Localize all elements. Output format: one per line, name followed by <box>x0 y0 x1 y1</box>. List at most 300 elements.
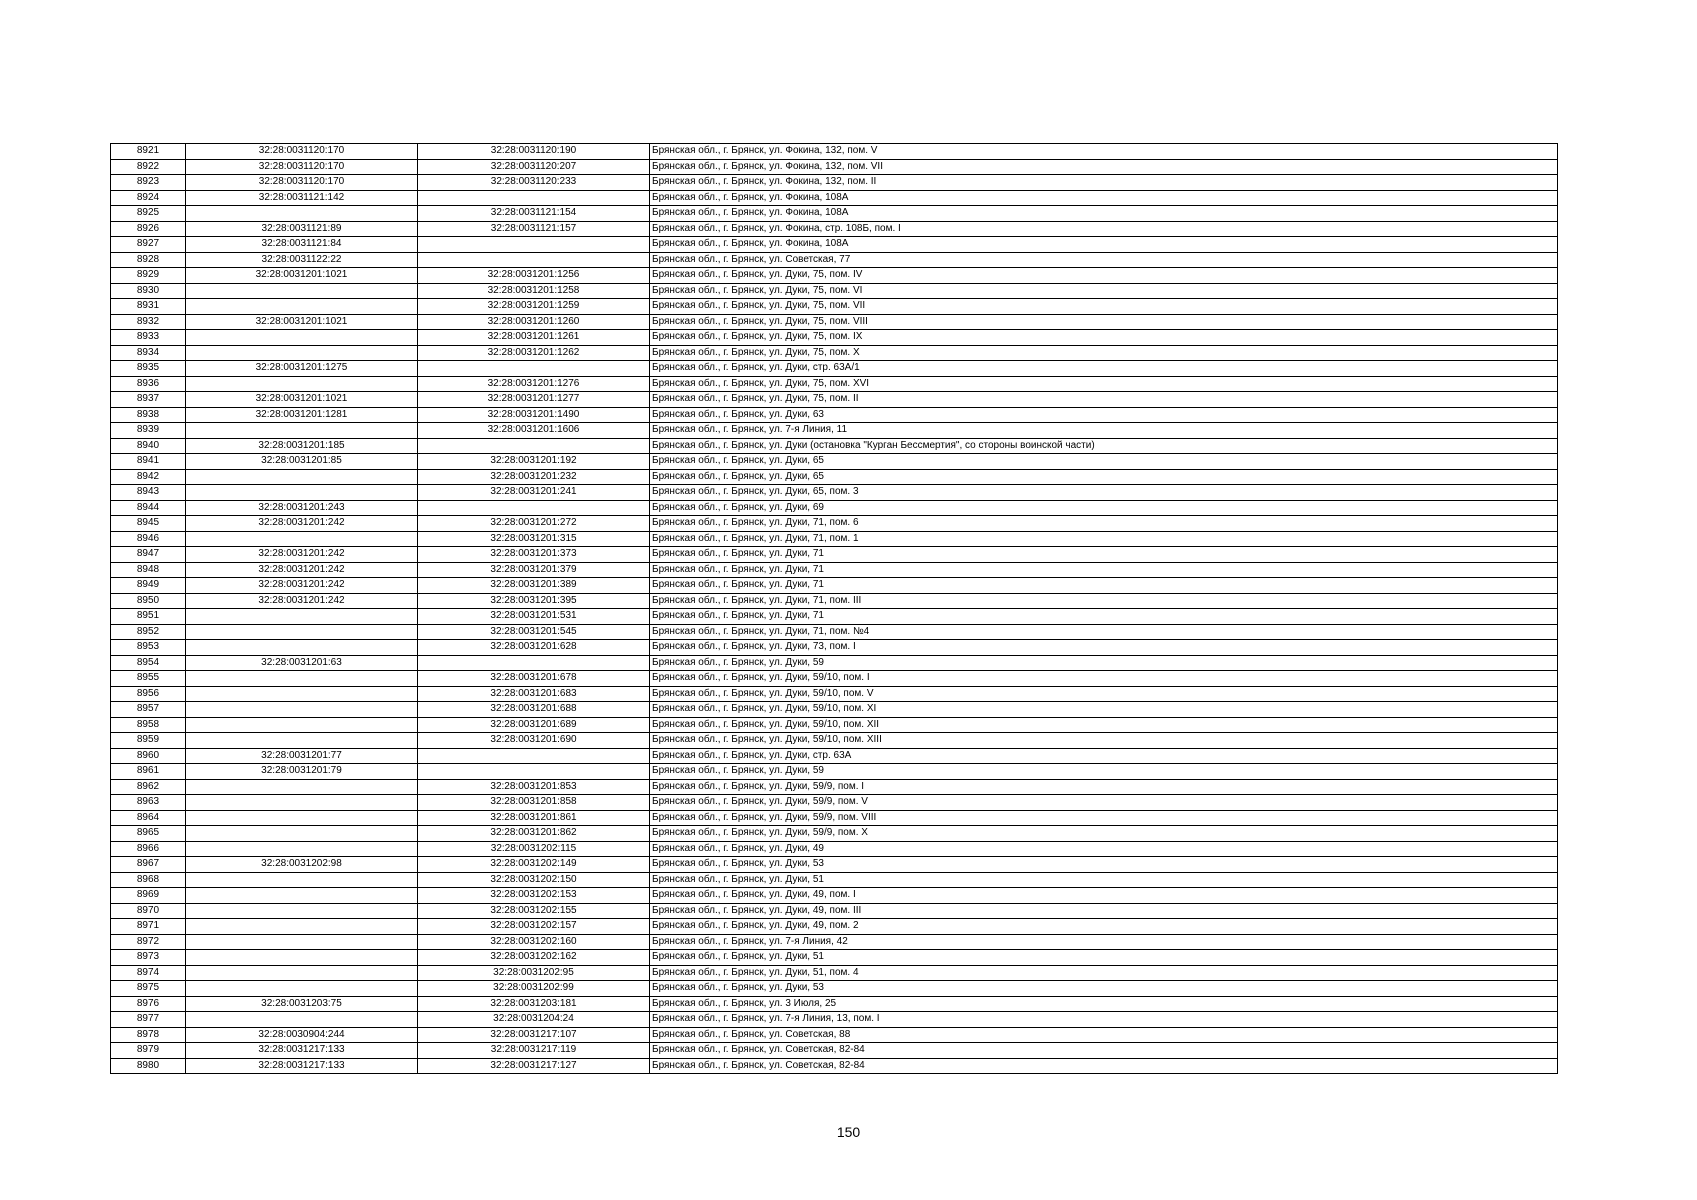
parent-cadastral-number-cell <box>186 981 418 997</box>
row-number-cell: 8968 <box>111 872 186 888</box>
row-number-cell: 8921 <box>111 144 186 160</box>
table-row <box>111 330 1558 346</box>
row-number-cell: 8960 <box>111 748 186 764</box>
table-row <box>111 268 1558 284</box>
cadastral-number-cell: 32:28:0031201:1256 <box>418 268 650 284</box>
address-cell: Брянская обл., г. Брянск, ул. Дуки, 75, пом. X <box>650 345 1558 361</box>
parent-cadastral-number-cell <box>186 934 418 950</box>
cadastral-number-cell <box>418 764 650 780</box>
parent-cadastral-number-cell <box>186 950 418 966</box>
cadastral-number-cell: 32:28:0031217:119 <box>418 1043 650 1059</box>
address-cell: Брянская обл., г. Брянск, ул. Дуки, 71 <box>650 562 1558 578</box>
cadastral-number-cell: 32:28:0031120:233 <box>418 175 650 191</box>
row-number-cell: 8963 <box>111 795 186 811</box>
table-row <box>111 857 1558 873</box>
cadastral-number-cell: 32:28:0031202:162 <box>418 950 650 966</box>
table-row <box>111 299 1558 315</box>
cadastral-number-cell: 32:28:0031201:395 <box>418 593 650 609</box>
table-row <box>111 516 1558 532</box>
table-row <box>111 361 1558 377</box>
address-cell: Брянская обл., г. Брянск, ул. Дуки, 75, пом. VII <box>650 299 1558 315</box>
parent-cadastral-number-cell: 32:28:0031201:79 <box>186 764 418 780</box>
parent-cadastral-number-cell: 32:28:0031201:77 <box>186 748 418 764</box>
address-cell: Брянская обл., г. Брянск, ул. Дуки, 53 <box>650 857 1558 873</box>
address-cell: Брянская обл., г. Брянск, ул. Советская, 82-84 <box>650 1058 1558 1074</box>
row-number-cell: 8961 <box>111 764 186 780</box>
cadastral-number-cell: 32:28:0031201:853 <box>418 779 650 795</box>
parent-cadastral-number-cell: 32:28:0031201:242 <box>186 562 418 578</box>
parent-cadastral-number-cell: 32:28:0031202:98 <box>186 857 418 873</box>
table-row <box>111 609 1558 625</box>
table-row <box>111 237 1558 253</box>
address-cell: Брянская обл., г. Брянск, ул. Дуки, 65 <box>650 469 1558 485</box>
cadastral-number-cell: 32:28:0031201:1490 <box>418 407 650 423</box>
table-row <box>111 826 1558 842</box>
table-row <box>111 841 1558 857</box>
address-cell: Брянская обл., г. Брянск, ул. Фокина, 108А <box>650 190 1558 206</box>
address-cell: Брянская обл., г. Брянск, ул. Дуки, 71, пом. III <box>650 593 1558 609</box>
row-number-cell: 8923 <box>111 175 186 191</box>
page-number: 150 <box>836 1124 861 1140</box>
parent-cadastral-number-cell <box>186 345 418 361</box>
cadastral-number-cell: 32:28:0031201:690 <box>418 733 650 749</box>
row-number-cell: 8959 <box>111 733 186 749</box>
table-row <box>111 562 1558 578</box>
cadastral-number-cell <box>418 237 650 253</box>
cadastral-number-cell: 32:28:0031201:272 <box>418 516 650 532</box>
row-number-cell: 8931 <box>111 299 186 315</box>
table-row <box>111 640 1558 656</box>
address-cell: Брянская обл., г. Брянск, ул. Фокина, 132, пом. V <box>650 144 1558 160</box>
parent-cadastral-number-cell: 32:28:0031201:243 <box>186 500 418 516</box>
table-row <box>111 438 1558 454</box>
row-number-cell: 8937 <box>111 392 186 408</box>
row-number-cell: 8978 <box>111 1027 186 1043</box>
parent-cadastral-number-cell <box>186 810 418 826</box>
table-row <box>111 485 1558 501</box>
row-number-cell: 8926 <box>111 221 186 237</box>
cadastral-number-cell: 32:28:0031202:160 <box>418 934 650 950</box>
row-number-cell: 8979 <box>111 1043 186 1059</box>
row-number-cell: 8949 <box>111 578 186 594</box>
cadastral-number-cell: 32:28:0031201:858 <box>418 795 650 811</box>
parent-cadastral-number-cell <box>186 965 418 981</box>
cadastral-number-cell <box>418 438 650 454</box>
address-cell: Брянская обл., г. Брянск, ул. Дуки, 59/9, пом. I <box>650 779 1558 795</box>
address-cell: Брянская обл., г. Брянск, ул. Дуки, 75, пом. VIII <box>650 314 1558 330</box>
address-cell: Брянская обл., г. Брянск, ул. Дуки, 49, пом. 2 <box>650 919 1558 935</box>
table-row <box>111 702 1558 718</box>
parent-cadastral-number-cell: 32:28:0031201:242 <box>186 516 418 532</box>
address-cell: Брянская обл., г. Брянск, ул. Дуки, 51 <box>650 872 1558 888</box>
address-cell: Брянская обл., г. Брянск, ул. Дуки, 71, пом. 6 <box>650 516 1558 532</box>
table-row <box>111 252 1558 268</box>
row-number-cell: 8966 <box>111 841 186 857</box>
parent-cadastral-number-cell: 32:28:0031121:142 <box>186 190 418 206</box>
table-row <box>111 1027 1558 1043</box>
table-row <box>111 764 1558 780</box>
table-row <box>111 547 1558 563</box>
cadastral-number-cell: 32:28:0031203:181 <box>418 996 650 1012</box>
row-number-cell: 8948 <box>111 562 186 578</box>
row-number-cell: 8973 <box>111 950 186 966</box>
address-cell: Брянская обл., г. Брянск, ул. Советская, 77 <box>650 252 1558 268</box>
parent-cadastral-number-cell <box>186 609 418 625</box>
cadastral-number-cell <box>418 500 650 516</box>
table-row <box>111 717 1558 733</box>
parent-cadastral-number-cell <box>186 624 418 640</box>
parent-cadastral-number-cell <box>186 376 418 392</box>
table-row <box>111 934 1558 950</box>
parent-cadastral-number-cell: 32:28:0031217:133 <box>186 1043 418 1059</box>
table-row <box>111 671 1558 687</box>
parent-cadastral-number-cell: 32:28:0031201:242 <box>186 547 418 563</box>
parent-cadastral-number-cell <box>186 469 418 485</box>
parent-cadastral-number-cell <box>186 826 418 842</box>
parent-cadastral-number-cell <box>186 283 418 299</box>
table-row <box>111 950 1558 966</box>
parent-cadastral-number-cell: 32:28:0031201:85 <box>186 454 418 470</box>
cadastral-number-cell: 32:28:0031201:862 <box>418 826 650 842</box>
parent-cadastral-number-cell <box>186 330 418 346</box>
address-cell: Брянская обл., г. Брянск, ул. Дуки, 75, пом. XVI <box>650 376 1558 392</box>
address-cell: Брянская обл., г. Брянск, ул. Дуки, 59 <box>650 655 1558 671</box>
table-row <box>111 221 1558 237</box>
address-cell: Брянская обл., г. Брянск, ул. Дуки, 75, пом. II <box>650 392 1558 408</box>
table-row <box>111 795 1558 811</box>
cadastral-number-cell: 32:28:0031217:127 <box>418 1058 650 1074</box>
cadastral-number-cell: 32:28:0031201:1606 <box>418 423 650 439</box>
parent-cadastral-number-cell <box>186 872 418 888</box>
parent-cadastral-number-cell: 32:28:0031120:170 <box>186 159 418 175</box>
address-cell: Брянская обл., г. Брянск, ул. Дуки, 73, пом. I <box>650 640 1558 656</box>
address-cell: Брянская обл., г. Брянск, ул. Дуки, 59/9, пом. VIII <box>650 810 1558 826</box>
cadastral-number-cell: 32:28:0031201:1262 <box>418 345 650 361</box>
cadastral-number-cell: 32:28:0031201:1258 <box>418 283 650 299</box>
cadastral-number-cell <box>418 655 650 671</box>
parent-cadastral-number-cell: 32:28:0031201:1275 <box>186 361 418 377</box>
parent-cadastral-number-cell: 32:28:0030904:244 <box>186 1027 418 1043</box>
cadastral-number-cell: 32:28:0031121:157 <box>418 221 650 237</box>
row-number-cell: 8933 <box>111 330 186 346</box>
row-number-cell: 8957 <box>111 702 186 718</box>
row-number-cell: 8951 <box>111 609 186 625</box>
table-row <box>111 981 1558 997</box>
table-row <box>111 1043 1558 1059</box>
address-cell: Брянская обл., г. Брянск, ул. Дуки, 65 <box>650 454 1558 470</box>
cadastral-number-cell: 32:28:0031201:1276 <box>418 376 650 392</box>
cadastral-number-cell: 32:28:0031202:95 <box>418 965 650 981</box>
parent-cadastral-number-cell <box>186 795 418 811</box>
row-number-cell: 8947 <box>111 547 186 563</box>
table-row <box>111 748 1558 764</box>
row-number-cell: 8946 <box>111 531 186 547</box>
parent-cadastral-number-cell: 32:28:0031201:1021 <box>186 392 418 408</box>
address-cell: Брянская обл., г. Брянск, ул. Дуки, 71 <box>650 547 1558 563</box>
address-cell: Брянская обл., г. Брянск, ул. Дуки, 49 <box>650 841 1558 857</box>
table-row <box>111 810 1558 826</box>
address-cell: Брянская обл., г. Брянск, ул. Дуки, стр. 63А <box>650 748 1558 764</box>
cadastral-number-cell: 32:28:0031201:192 <box>418 454 650 470</box>
address-cell: Брянская обл., г. Брянск, ул. Дуки, стр. 63А/1 <box>650 361 1558 377</box>
table-row <box>111 283 1558 299</box>
parent-cadastral-number-cell: 32:28:0031201:1021 <box>186 314 418 330</box>
row-number-cell: 8925 <box>111 206 186 222</box>
table-row <box>111 376 1558 392</box>
cadastral-number-cell <box>418 361 650 377</box>
cadastral-number-cell: 32:28:0031201:241 <box>418 485 650 501</box>
cadastral-number-cell: 32:28:0031202:153 <box>418 888 650 904</box>
table-row <box>111 624 1558 640</box>
cadastral-number-cell: 32:28:0031201:1259 <box>418 299 650 315</box>
parent-cadastral-number-cell <box>186 702 418 718</box>
address-cell: Брянская обл., г. Брянск, ул. Дуки, 51, пом. 4 <box>650 965 1558 981</box>
parent-cadastral-number-cell <box>186 299 418 315</box>
parent-cadastral-number-cell: 32:28:0031201:1021 <box>186 268 418 284</box>
row-number-cell: 8953 <box>111 640 186 656</box>
cadastral-number-cell: 32:28:0031202:150 <box>418 872 650 888</box>
parent-cadastral-number-cell <box>186 779 418 795</box>
table-row <box>111 919 1558 935</box>
cadastral-number-cell: 32:28:0031121:154 <box>418 206 650 222</box>
address-cell: Брянская обл., г. Брянск, ул. Дуки, 59 <box>650 764 1558 780</box>
row-number-cell: 8928 <box>111 252 186 268</box>
table-row <box>111 578 1558 594</box>
row-number-cell: 8944 <box>111 500 186 516</box>
table-row <box>111 1058 1558 1074</box>
address-cell: Брянская обл., г. Брянск, ул. Советская, 82-84 <box>650 1043 1558 1059</box>
address-cell: Брянская обл., г. Брянск, ул. Дуки, 71, пом. 1 <box>650 531 1558 547</box>
row-number-cell: 8930 <box>111 283 186 299</box>
table-row <box>111 314 1558 330</box>
cadastral-number-cell: 32:28:0031201:683 <box>418 686 650 702</box>
parent-cadastral-number-cell <box>186 531 418 547</box>
parent-cadastral-number-cell: 32:28:0031121:89 <box>186 221 418 237</box>
row-number-cell: 8962 <box>111 779 186 795</box>
cadastral-number-cell: 32:28:0031120:190 <box>418 144 650 160</box>
row-number-cell: 8958 <box>111 717 186 733</box>
parent-cadastral-number-cell: 32:28:0031201:63 <box>186 655 418 671</box>
parent-cadastral-number-cell <box>186 485 418 501</box>
address-cell: Брянская обл., г. Брянск, ул. Советская, 88 <box>650 1027 1558 1043</box>
parent-cadastral-number-cell <box>186 903 418 919</box>
row-number-cell: 8941 <box>111 454 186 470</box>
table-row <box>111 888 1558 904</box>
cadastral-number-cell: 32:28:0031201:232 <box>418 469 650 485</box>
row-number-cell: 8964 <box>111 810 186 826</box>
row-number-cell: 8975 <box>111 981 186 997</box>
cadastral-number-cell: 32:28:0031201:689 <box>418 717 650 733</box>
parent-cadastral-number-cell <box>186 1012 418 1028</box>
parent-cadastral-number-cell: 32:28:0031121:84 <box>186 237 418 253</box>
table-row <box>111 531 1558 547</box>
cadastral-number-cell: 32:28:0031202:99 <box>418 981 650 997</box>
address-cell: Брянская обл., г. Брянск, ул. Дуки, 75, пом. VI <box>650 283 1558 299</box>
address-cell: Брянская обл., г. Брянск, ул. Фокина, 108А <box>650 206 1558 222</box>
cadastral-number-cell: 32:28:0031217:107 <box>418 1027 650 1043</box>
cadastral-number-cell: 32:28:0031201:379 <box>418 562 650 578</box>
row-number-cell: 8965 <box>111 826 186 842</box>
cadastral-number-cell: 32:28:0031201:1260 <box>418 314 650 330</box>
cadastral-number-cell: 32:28:0031201:315 <box>418 531 650 547</box>
cadastral-number-cell: 32:28:0031201:628 <box>418 640 650 656</box>
row-number-cell: 8971 <box>111 919 186 935</box>
parent-cadastral-number-cell: 32:28:0031201:242 <box>186 593 418 609</box>
address-cell: Брянская обл., г. Брянск, ул. Дуки, 59/10, пом. I <box>650 671 1558 687</box>
address-cell: Брянская обл., г. Брянск, ул. Дуки, 63 <box>650 407 1558 423</box>
registry-table <box>110 143 1558 1074</box>
parent-cadastral-number-cell: 32:28:0031201:1281 <box>186 407 418 423</box>
cadastral-number-cell: 32:28:0031204:24 <box>418 1012 650 1028</box>
table-row <box>111 500 1558 516</box>
cadastral-number-cell: 32:28:0031202:115 <box>418 841 650 857</box>
address-cell: Брянская обл., г. Брянск, ул. Дуки, 71 <box>650 609 1558 625</box>
table-row <box>111 593 1558 609</box>
table-row <box>111 733 1558 749</box>
cadastral-number-cell: 32:28:0031201:531 <box>418 609 650 625</box>
parent-cadastral-number-cell: 32:28:0031217:133 <box>186 1058 418 1074</box>
cadastral-number-cell: 32:28:0031201:545 <box>418 624 650 640</box>
row-number-cell: 8929 <box>111 268 186 284</box>
table-row <box>111 872 1558 888</box>
cadastral-number-cell: 32:28:0031120:207 <box>418 159 650 175</box>
row-number-cell: 8974 <box>111 965 186 981</box>
table-row <box>111 903 1558 919</box>
row-number-cell: 8939 <box>111 423 186 439</box>
parent-cadastral-number-cell <box>186 423 418 439</box>
cadastral-number-cell <box>418 748 650 764</box>
table-row <box>111 1012 1558 1028</box>
row-number-cell: 8950 <box>111 593 186 609</box>
address-cell: Брянская обл., г. Брянск, ул. Дуки, 71, пом. №4 <box>650 624 1558 640</box>
parent-cadastral-number-cell <box>186 717 418 733</box>
address-cell: Брянская обл., г. Брянск, ул. Дуки, 71 <box>650 578 1558 594</box>
table-row <box>111 965 1558 981</box>
address-cell: Брянская обл., г. Брянск, ул. Дуки (остановка "Курган Бессмертия", со стороны воинской части) <box>650 438 1558 454</box>
parent-cadastral-number-cell: 32:28:0031120:170 <box>186 175 418 191</box>
row-number-cell: 8936 <box>111 376 186 392</box>
address-cell: Брянская обл., г. Брянск, ул. Дуки, 59/10, пом. V <box>650 686 1558 702</box>
row-number-cell: 8954 <box>111 655 186 671</box>
row-number-cell: 8980 <box>111 1058 186 1074</box>
address-cell: Брянская обл., г. Брянск, ул. Дуки, 69 <box>650 500 1558 516</box>
table-row <box>111 392 1558 408</box>
row-number-cell: 8952 <box>111 624 186 640</box>
row-number-cell: 8972 <box>111 934 186 950</box>
row-number-cell: 8970 <box>111 903 186 919</box>
table-row <box>111 655 1558 671</box>
row-number-cell: 8976 <box>111 996 186 1012</box>
parent-cadastral-number-cell: 32:28:0031203:75 <box>186 996 418 1012</box>
table-row <box>111 175 1558 191</box>
cadastral-number-cell: 32:28:0031202:157 <box>418 919 650 935</box>
address-cell: Брянская обл., г. Брянск, ул. Фокина, 108А <box>650 237 1558 253</box>
table-row <box>111 345 1558 361</box>
row-number-cell: 8977 <box>111 1012 186 1028</box>
address-cell: Брянская обл., г. Брянск, ул. Фокина, 132, пом. VII <box>650 159 1558 175</box>
parent-cadastral-number-cell <box>186 671 418 687</box>
cadastral-number-cell: 32:28:0031201:1261 <box>418 330 650 346</box>
row-number-cell: 8969 <box>111 888 186 904</box>
address-cell: Брянская обл., г. Брянск, ул. 7-я Линия, 13, пом. I <box>650 1012 1558 1028</box>
parent-cadastral-number-cell: 32:28:0031120:170 <box>186 144 418 160</box>
address-cell: Брянская обл., г. Брянск, ул. Дуки, 53 <box>650 981 1558 997</box>
address-cell: Брянская обл., г. Брянск, ул. 7-я Линия, 11 <box>650 423 1558 439</box>
parent-cadastral-number-cell: 32:28:0031201:185 <box>186 438 418 454</box>
table-row <box>111 159 1558 175</box>
address-cell: Брянская обл., г. Брянск, ул. Дуки, 75, пом. IV <box>650 268 1558 284</box>
row-number-cell: 8934 <box>111 345 186 361</box>
parent-cadastral-number-cell <box>186 686 418 702</box>
address-cell: Брянская обл., г. Брянск, ул. Дуки, 59/10, пом. XI <box>650 702 1558 718</box>
parent-cadastral-number-cell <box>186 841 418 857</box>
row-number-cell: 8924 <box>111 190 186 206</box>
cadastral-number-cell <box>418 190 650 206</box>
parent-cadastral-number-cell <box>186 888 418 904</box>
table-row <box>111 190 1558 206</box>
parent-cadastral-number-cell <box>186 919 418 935</box>
address-cell: Брянская обл., г. Брянск, ул. Фокина, стр. 108Б, пом. I <box>650 221 1558 237</box>
cadastral-number-cell: 32:28:0031201:861 <box>418 810 650 826</box>
parent-cadastral-number-cell: 32:28:0031201:242 <box>186 578 418 594</box>
address-cell: Брянская обл., г. Брянск, ул. Дуки, 59/9, пом. V <box>650 795 1558 811</box>
table-row <box>111 454 1558 470</box>
row-number-cell: 8922 <box>111 159 186 175</box>
table-row <box>111 407 1558 423</box>
cadastral-number-cell <box>418 252 650 268</box>
row-number-cell: 8967 <box>111 857 186 873</box>
address-cell: Брянская обл., г. Брянск, ул. 7-я Линия, 42 <box>650 934 1558 950</box>
cadastral-number-cell: 32:28:0031201:373 <box>418 547 650 563</box>
row-number-cell: 8940 <box>111 438 186 454</box>
address-cell: Брянская обл., г. Брянск, ул. Дуки, 49, пом. III <box>650 903 1558 919</box>
row-number-cell: 8942 <box>111 469 186 485</box>
parent-cadastral-number-cell <box>186 733 418 749</box>
address-cell: Брянская обл., г. Брянск, ул. 3 Июля, 25 <box>650 996 1558 1012</box>
address-cell: Брянская обл., г. Брянск, ул. Дуки, 59/9, пом. X <box>650 826 1558 842</box>
table-row <box>111 423 1558 439</box>
cadastral-number-cell: 32:28:0031202:149 <box>418 857 650 873</box>
table-row <box>111 996 1558 1012</box>
table-row <box>111 779 1558 795</box>
row-number-cell: 8932 <box>111 314 186 330</box>
address-cell: Брянская обл., г. Брянск, ул. Дуки, 59/10, пом. XII <box>650 717 1558 733</box>
registry-table-body <box>111 144 1558 1074</box>
cadastral-number-cell: 32:28:0031201:678 <box>418 671 650 687</box>
parent-cadastral-number-cell: 32:28:0031122:22 <box>186 252 418 268</box>
row-number-cell: 8935 <box>111 361 186 377</box>
address-cell: Брянская обл., г. Брянск, ул. Дуки, 59/10, пом. XIII <box>650 733 1558 749</box>
cadastral-number-cell: 32:28:0031202:155 <box>418 903 650 919</box>
address-cell: Брянская обл., г. Брянск, ул. Фокина, 132, пом. II <box>650 175 1558 191</box>
address-cell: Брянская обл., г. Брянск, ул. Дуки, 49, пом. I <box>650 888 1558 904</box>
row-number-cell: 8943 <box>111 485 186 501</box>
address-cell: Брянская обл., г. Брянск, ул. Дуки, 51 <box>650 950 1558 966</box>
address-cell: Брянская обл., г. Брянск, ул. Дуки, 75, пом. IX <box>650 330 1558 346</box>
row-number-cell: 8956 <box>111 686 186 702</box>
row-number-cell: 8945 <box>111 516 186 532</box>
parent-cadastral-number-cell <box>186 206 418 222</box>
address-cell: Брянская обл., г. Брянск, ул. Дуки, 65, пом. 3 <box>650 485 1558 501</box>
table-row <box>111 469 1558 485</box>
cadastral-number-cell: 32:28:0031201:688 <box>418 702 650 718</box>
row-number-cell: 8955 <box>111 671 186 687</box>
parent-cadastral-number-cell <box>186 640 418 656</box>
cadastral-number-cell: 32:28:0031201:1277 <box>418 392 650 408</box>
cadastral-number-cell: 32:28:0031201:389 <box>418 578 650 594</box>
row-number-cell: 8938 <box>111 407 186 423</box>
table-row <box>111 144 1558 160</box>
